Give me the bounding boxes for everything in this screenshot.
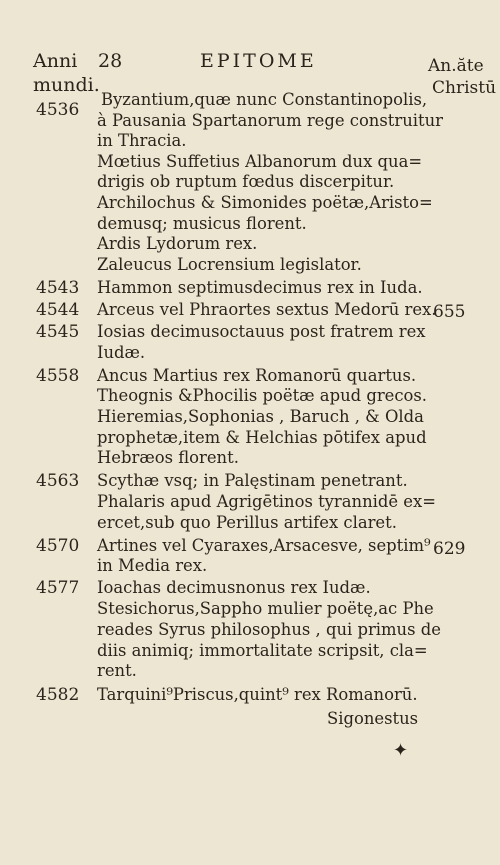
running-title: EPITOME bbox=[200, 50, 317, 72]
header-christum: Christū bbox=[432, 78, 497, 98]
year-4: 4558 bbox=[36, 366, 80, 386]
text-line: Zaleucus Locrensium legislator. bbox=[97, 255, 362, 274]
text-line: Scythæ vsq; in Palęstinam penetrant. bbox=[97, 471, 408, 490]
page-number: 28 bbox=[98, 50, 123, 72]
ornament-mark: ✦ bbox=[393, 740, 409, 761]
text-line: drigis ob ruptum fœdus discerpitur. bbox=[97, 172, 395, 191]
text-line: Arceus vel Phraortes sextus Medorū rex. bbox=[97, 300, 437, 319]
text-line: Hebræos florent. bbox=[97, 448, 239, 467]
text-line: reades Syrus philosophus , qui primus de bbox=[97, 620, 441, 639]
header-anni: Anni bbox=[33, 50, 78, 72]
header-ante: An.ăte bbox=[428, 56, 484, 76]
text-line: Phalaris apud Agrigētinos tyrannidē ex= bbox=[97, 492, 436, 511]
year-7: 4577 bbox=[36, 578, 80, 598]
year-2: 4544 bbox=[36, 300, 80, 320]
text-line: Stesichorus,Sappho mulier poëtę,ac Phe bbox=[97, 599, 434, 618]
text-line: in Media rex. bbox=[97, 556, 208, 575]
text-line: prophetæ,item & Helchias pōtifex apud bbox=[97, 428, 427, 447]
text-line: Hammon septimusdecimus rex in Iuda. bbox=[97, 278, 423, 297]
text-line: Byzantium,quæ nunc Constantinopolis, bbox=[101, 90, 428, 109]
year-3: 4545 bbox=[36, 322, 80, 342]
text-line: rent. bbox=[97, 661, 137, 680]
year-6: 4570 bbox=[36, 536, 80, 556]
margin-year-2: 655 bbox=[433, 302, 466, 322]
year-1: 4543 bbox=[36, 278, 80, 298]
text-line: diis animiq; immortalitate scripsit, cla= bbox=[97, 641, 428, 660]
text-line: Ancus Martius rex Romanorū quartus. bbox=[97, 366, 417, 385]
text-line: Archilochus & Simonides poëtæ,Aristo= bbox=[97, 193, 433, 212]
text-line: Iudæ. bbox=[97, 343, 146, 362]
catchword: Sigonestus bbox=[327, 709, 419, 728]
text-line: Iosias decimusoctauus post fratrem rex bbox=[97, 322, 426, 341]
text-line: Mœtius Suffetius Albanorum dux qua= bbox=[97, 152, 423, 171]
text-line: Hieremias,Sophonias , Baruch , & Olda bbox=[97, 407, 424, 426]
text-line: Tarquini⁹Priscus,quint⁹ rex Romanorū. bbox=[97, 685, 418, 704]
text-line: demusq; musicus florent. bbox=[97, 214, 307, 233]
text-line: Ardis Lydorum rex. bbox=[97, 234, 258, 253]
year-5: 4563 bbox=[36, 471, 80, 491]
header-mundi: mundi. bbox=[33, 74, 100, 96]
year-0: 4536 bbox=[36, 100, 80, 120]
text-line: Artines vel Cyaraxes,Arsacesve, septim⁹ bbox=[97, 536, 431, 555]
text-line: in Thracia. bbox=[97, 131, 187, 150]
text-line: Ioachas decimusnonus rex Iudæ. bbox=[97, 578, 371, 597]
text-line: ercet,sub quo Perillus artifex claret. bbox=[97, 513, 397, 532]
year-8: 4582 bbox=[36, 685, 80, 705]
text-line: Theognis &Phocilis poëtæ apud grecos. bbox=[97, 386, 428, 405]
margin-year-6: 629 bbox=[433, 539, 466, 559]
text-line: à Pausania Spartanorum rege construitur bbox=[97, 111, 443, 130]
